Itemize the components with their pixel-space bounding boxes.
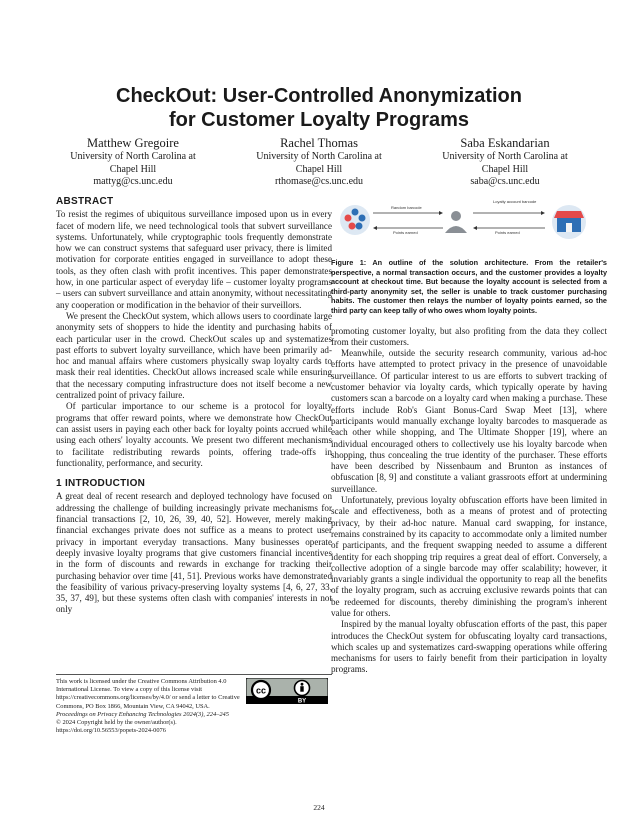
abstract-paragraph: We present the CheckOut system, which allows users to coordinate large anonymity sets of shoppers to hide the identity and purchasing habits of each particular user in the crowd. CheckOut scales up and systematizes past efforts to subvert loyalty surveillance, which have been primarily ad-hoc and manual affairs where customers physically swap loyalty cards to mask their real identities. CheckOut allows increased scale while ensuring that the necessary computing infrastructure does not itself become a new centralized point of privacy failure. [56,310,332,401]
intro-paragraph: A great deal of recent research and deployed technology have focused on addressing the challenge of building increasingly private mechanisms for financial transactions [2, 10, 26, 39, 40, 52]. However, merely making financial exchanges private does not suffice as a means to protect user privacy in important everyday transactions. Many businesses operate deeply invasive loyalty programs that give customers financial incentives in the form of discounts and rewards in exchange for tracking their purchasing behavior over time [41, 51]. Previous works have demonstrated the feasibility of various privacy-preserving loyalty systems [4, 6, 27, 33, 35, 37, 49], but these systems often clash with companies' interests in not only [56,491,332,615]
author-affiliation: University of North Carolina at [256,151,382,162]
svg-text:cc: cc [255,685,267,696]
body-paragraph: Meanwhile, outside the security research community, various ad-hoc efforts have attempted to protect privacy in the presence of unavoidable surveillance. Of particular interest to us are efforts to subvert tracking of customer behavior via loyalty cards, which typically operate by having customers scan a barcode on a loyalty card when making a purchase. These efforts include Rob's Giant Bonus-Card Swap Meet [13], where participants would manually exchange loyalty barcodes to masquerade as each other while shopping, and The Ultimate Shopper [19], where an individual encouraged others to collectively use his loyalty barcode when shopping, thus concealing the true identity of the purchaser. These efforts have been described by Nissenbaum and Brunton as instances of obfuscation [8, 9] and constitute a valiant grassroots effort at undermining surveillance. [331,348,607,494]
author-affiliation: Chapel Hill [109,163,157,175]
author-name: Saba Eskandarian [460,136,550,150]
cc-by-badge [246,678,328,704]
left-column [56,196,332,616]
paper-title [0,84,638,132]
author-email[interactable]: saba@cs.unc.edu [470,176,540,187]
right-column [331,196,607,676]
body-paragraph: Inspired by the manual loyalty obfuscation efforts of the past, this paper introduces the CheckOut system for obfuscating loyalty card transactions, which scales up and systematizes card-swapping operations while offering mechanisms for users to fairly benefit from their participation in loyalty programs. [331,619,607,675]
figure-1 [331,196,607,250]
cc-badge-label: BY [297,698,307,704]
title-line-2: for Customer Loyalty Programs [168,109,470,131]
label-random-barcode: Random barcode [391,205,422,210]
user-icon-body [445,226,467,233]
author-affiliation: Chapel Hill [295,163,343,175]
arrowhead-icon [373,226,377,230]
author-name: Matthew Gregoire [87,136,179,150]
journal-citation: Proceedings on Privacy Enhancing Technologies 2024(3), 224–245 [56,710,229,718]
customer-icon [356,223,363,230]
label-points-earned: Points earned [495,230,520,235]
customer-icon [359,215,366,222]
label-loyalty-barcode: Loyalty account barcode [493,199,537,204]
author-email[interactable]: mattyg@cs.unc.edu [93,176,173,187]
author-email[interactable]: rthomase@cs.unc.edu [274,176,364,187]
doi-link[interactable]: https://doi.org/10.56553/popets-2024-0076 [56,727,166,735]
architecture-diagram [331,196,607,250]
copyright-line: © 2024 Copyright held by the owner/author(s). [56,719,177,727]
author-2 [226,136,412,189]
customer-icon [352,209,359,216]
author-affiliation: University of North Carolina at [442,151,568,162]
page-number: 224 [313,803,325,812]
figure-caption: Figure 1: An outline of the solution architecture. From the retailer's perspective, a normal transaction occurs, and the customer provides a loyalty account at checkout time. But because the loyalty account is selected from a third-party anonymity set, the seller is unable to track customer purchasing habits. The customer then relays the number of loyalty points earned, so the third party can keep tally of who owes whom loyalty points. [331,258,607,315]
title-line-1: CheckOut: User-Controlled Anonymization [116,85,522,107]
store-door-icon [566,223,572,232]
author-1 [40,136,226,189]
author-affiliation: University of North Carolina at [70,151,196,162]
body-paragraph: promoting customer loyalty, but also profiting from the data they collect from their customers. [331,325,607,347]
customer-icon [349,223,356,230]
author-name: Rachel Thomas [280,136,358,150]
user-icon [451,211,461,221]
license-text: This work is licensed under the Creative Commons Attribution 4.0 International License. To view a copy of this license visit https://creativecommons.org/licenses/by/4.0/ or send a letter to Creative Commons, PO Box 1866, Mountain View, CA 94042, USA. [56,678,240,710]
author-block [40,136,598,189]
abstract-heading: ABSTRACT [56,196,114,207]
store-awning-icon [554,211,584,218]
license-footnote [56,674,332,735]
body-paragraph: Unfortunately, previous loyalty obfuscation efforts have been limited in scale and effectiveness, both as a means of protest and of protecting privacy, by their ad-hoc nature. Manual card swapping, for instance, remains constrained by its capacity to accommodate only a limited number of participants, and the frequent swapping needed to assume a different identity for each shopping trip requires a great deal of effort. Conversely, a collective adoption of a single barcode may offer scalability; however, it invariably grants a single individual the opportunity to reap all the benefits of the loyalty program, such as accruing exclusive rewards points that can be redeemed for discounts, thereby diminishing the program's inherent value for others. [331,495,607,618]
author-3 [412,136,598,189]
intro-heading: 1 INTRODUCTION [56,478,146,490]
arrowhead-icon [439,211,443,215]
label-points-earned: Points earned [393,230,418,235]
customer-icon [345,215,352,222]
abstract-paragraph: Of particular importance to our scheme is a protocol for loyalty programs that offer reward points, where we demonstrate how CheckOut can assist users in paying each other back for loyalty points accrued while using each others' loyalty accounts. We present two different mechanisms to facilitate redistributing rewards points, offering trade-offs in functionality, performance, and security. [56,401,332,468]
abstract-paragraph: To resist the regimes of ubiquitous surveillance imposed upon us in every facet of modern life, we need technological tools that subvert surveillance systems. Unfortunately, while cryptographic tools frequently demonstrate how we can construct systems that safeguard user privacy, there is limited motivation for corporate entities engaged in surveillance to adopt these tools, as they often clash with profit incentives. This paper demonstrates how, in one particular aspect of everyday life – customer loyalty programs – users can subvert surveillance and attain anonymity, without necessitating any cooperation or modification in the behavior of their surveillors. [56,209,332,310]
arrowhead-icon [473,226,477,230]
arrowhead-icon [541,211,545,215]
author-affiliation: Chapel Hill [481,163,529,175]
